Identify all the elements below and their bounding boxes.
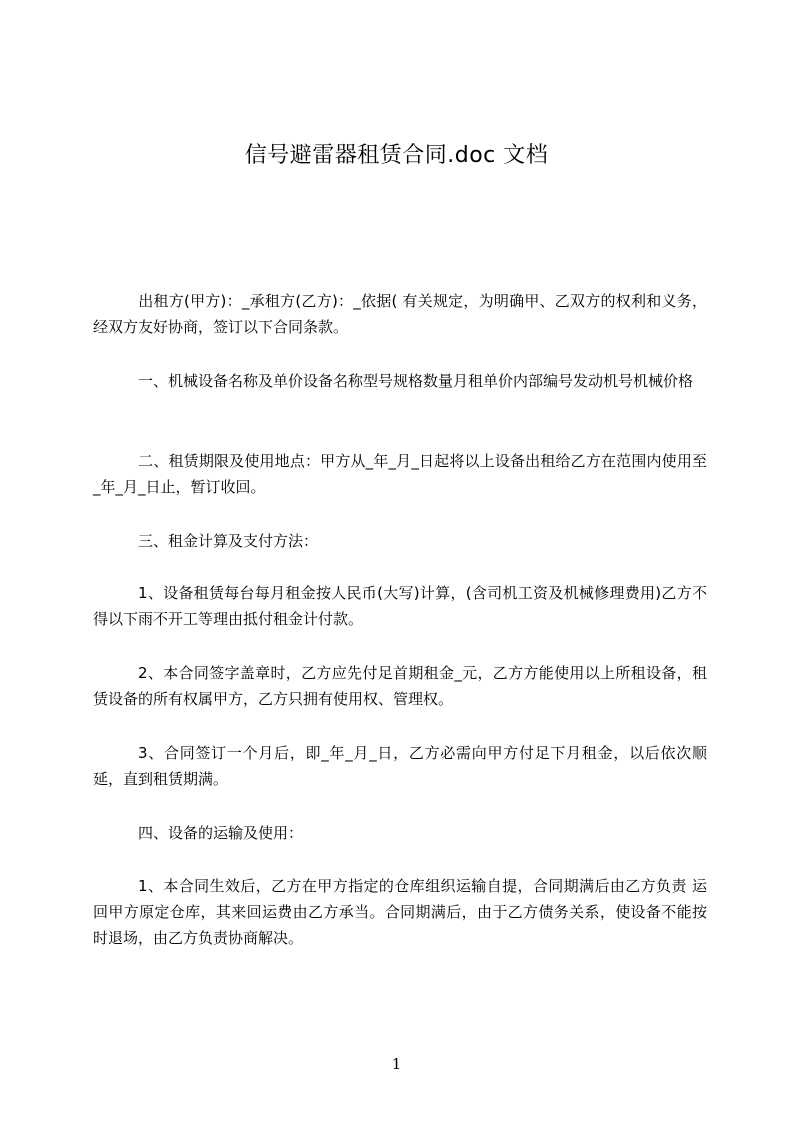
- paragraph-text: 出租方(甲方)：_承租方(乙方)：_依据( 有关规定，为明确甲、乙双方的权利和义务，经双方友好协商，签订以下合同条款。: [93, 292, 707, 336]
- page-number: 1: [391, 1055, 402, 1073]
- paragraph-clause-4-1: [93, 873, 707, 951]
- paragraph-parties: [93, 288, 707, 340]
- paragraph-clause-3-1: [93, 580, 707, 632]
- paragraph-section-2: [93, 448, 707, 500]
- paragraph-section-1: [93, 368, 707, 394]
- paragraph-text: 3、合同签订一个月后，即_年_月_日，乙方必需向甲方付足下月租金，以后依次顺延，直到租赁期满。: [93, 744, 707, 788]
- paragraph-clause-3-2: [93, 660, 707, 712]
- paragraph-text: 1、设备租赁每台每月租金按人民币(大写)计算，(含司机工资及机械修理费用)乙方不得以下雨不开工等理由抵付租金计付款。: [93, 584, 707, 628]
- paragraph-text: 一、机械设备名称及单价设备名称型号规格数量月租单价内部编号发动机号机械价格: [138, 372, 694, 390]
- paragraph-text: 三、租金计算及支付方法：: [138, 532, 319, 550]
- paragraph-text: 2、本合同签字盖章时，乙方应先付足首期租金_元，乙方方能使用以上所租设备，租赁设备的所有权属甲方，乙方只拥有使用权、管理权。: [93, 664, 707, 708]
- paragraph-text: 1、本合同生效后，乙方在甲方指定的仓库组织运输自提，合同期满后由乙方负责 运回甲方原定仓库，其来回运费由乙方承当。合同期满后，由于乙方债务关系，使设备不能按时退场，由乙方负责协商解决。: [93, 877, 707, 947]
- document-title: 信号避雷器租赁合同.doc 文档: [244, 143, 549, 168]
- paragraph-section-3: [93, 528, 707, 554]
- paragraph-section-4: [93, 820, 707, 846]
- paragraph-text: 四、设备的运输及使用：: [138, 824, 304, 842]
- paragraph-clause-3-3: [93, 740, 707, 792]
- paragraph-text: 二、租赁期限及使用地点：甲方从_年_月_日起将以上设备出租给乙方在范围内使用至_年_月_日止，暂订收回。: [93, 452, 707, 496]
